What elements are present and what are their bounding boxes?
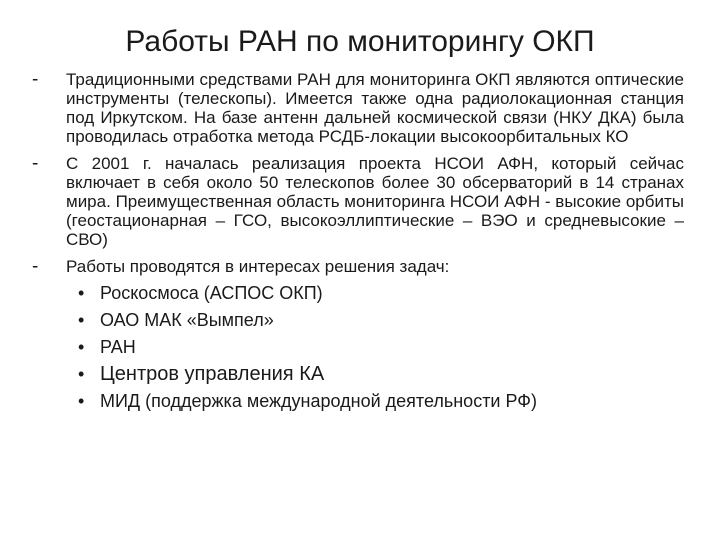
bullet-icon: • [78,310,85,330]
bullet-icon: • [78,391,85,411]
task-item [66,361,684,388]
list-item-text: С 2001 г. началась реализация проекта НСОИ АФН, который сейчас включает в себя около 50 телескопов более 30 обсерваторий в 14 странах мира. Преимущественная область мониторинга НСОИ АФН - высокие орбиты (геостационарная – ГСО, высокоэллиптические – ВЭО и средневысокие – СВО) [66,154,684,249]
task-item-text: РАН [100,337,136,357]
dash-bullet: - [32,69,39,90]
list-item-text: Традиционными средствами РАН для мониторинга ОКП являются оптические инструменты (телескопы). Имеется также одна радиолокационная станция под Иркутском. На базе антенн дальней космической связи (НКУ ДКА) была проводилась отработка метода РСДБ-локации высокоорбитальных КО [66,70,684,146]
task-item-text: Роскосмоса (АСПОС ОКП) [100,283,323,303]
task-item [66,334,684,361]
list-item [28,154,684,249]
dash-bullet: - [32,153,39,174]
task-item [66,307,684,334]
list-item-text: Работы проводятся в интересах решения задач: [66,257,450,276]
task-item [66,388,684,415]
list-item [28,257,684,415]
task-item [66,280,684,307]
task-item-text: ОАО МАК «Вымпел» [100,310,274,330]
task-item-text: МИД (поддержка международной деятельности РФ) [100,391,537,411]
slide-content [28,70,684,423]
task-item-text: Центров управления КА [100,363,325,385]
slide-title: Работы РАН по мониторингу ОКП [125,25,595,58]
bullet-icon: • [78,337,85,357]
list-item [28,70,684,146]
dash-bullet: - [32,256,39,277]
bullet-icon: • [78,283,85,303]
bullet-icon: • [78,364,85,384]
task-list [66,280,684,415]
